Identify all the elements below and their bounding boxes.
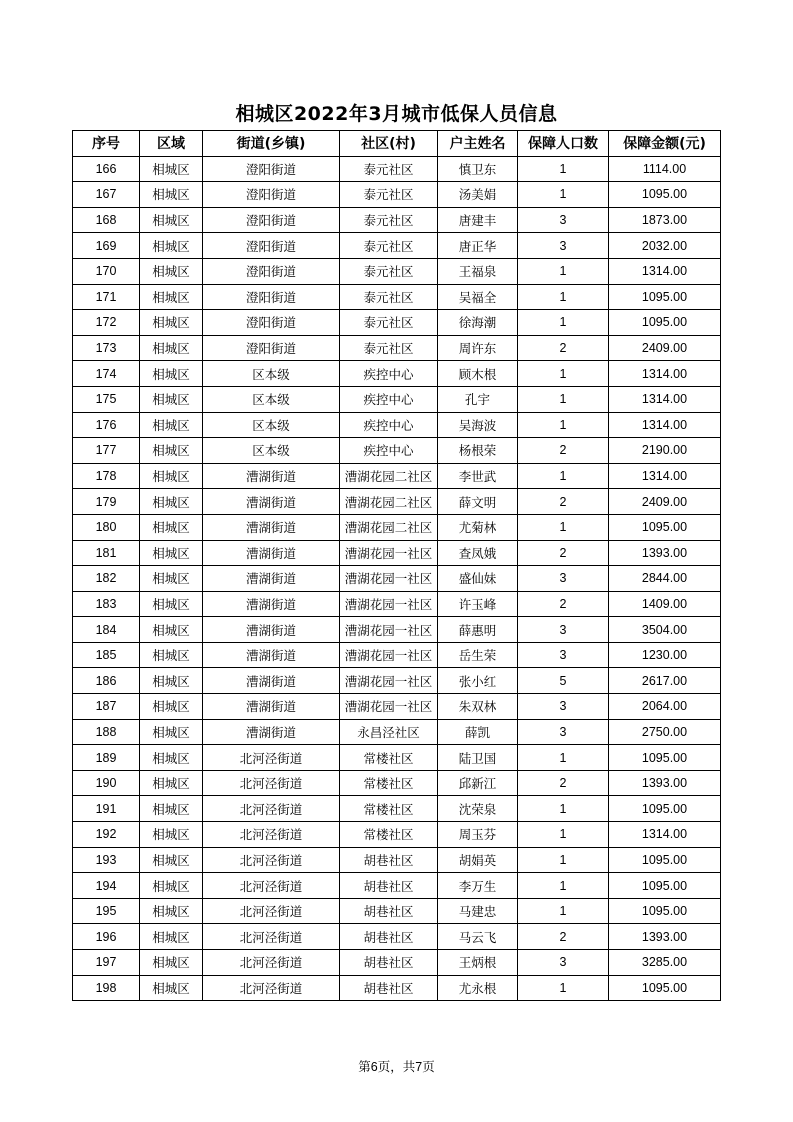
cell-householder: 薛文明: [438, 489, 518, 515]
cell-population: 3: [518, 207, 609, 233]
cell-community: 泰元社区: [340, 310, 438, 336]
cell-index: 176: [73, 412, 140, 438]
cell-amount: 1314.00: [609, 386, 721, 412]
cell-district: 相城区: [140, 719, 203, 745]
cell-district: 相城区: [140, 694, 203, 720]
table-row: [73, 361, 721, 387]
cell-community: 漕湖花园一社区: [340, 617, 438, 643]
cell-householder: 慎卫东: [438, 156, 518, 182]
cell-amount: 3504.00: [609, 617, 721, 643]
cell-district: 相城区: [140, 822, 203, 848]
roster-table: [72, 130, 721, 1001]
cell-index: 168: [73, 207, 140, 233]
table-row: [73, 719, 721, 745]
cell-householder: 唐建丰: [438, 207, 518, 233]
cell-community: 漕湖花园一社区: [340, 591, 438, 617]
cell-index: 179: [73, 489, 140, 515]
cell-householder: 马云飞: [438, 924, 518, 950]
cell-population: 1: [518, 847, 609, 873]
table-row: [73, 207, 721, 233]
cell-community: 泰元社区: [340, 258, 438, 284]
cell-street: 漕湖街道: [203, 642, 340, 668]
cell-district: 相城区: [140, 514, 203, 540]
cell-index: 197: [73, 950, 140, 976]
cell-street: 北河泾街道: [203, 796, 340, 822]
cell-community: 疾控中心: [340, 361, 438, 387]
cell-community: 泰元社区: [340, 207, 438, 233]
cell-population: 3: [518, 950, 609, 976]
cell-householder: 沈荣泉: [438, 796, 518, 822]
cell-index: 180: [73, 514, 140, 540]
footer-middle: 页，共: [377, 1059, 416, 1074]
cell-index: 186: [73, 668, 140, 694]
cell-householder: 查凤娥: [438, 540, 518, 566]
cell-amount: 2409.00: [609, 335, 721, 361]
cell-district: 相城区: [140, 591, 203, 617]
cell-district: 相城区: [140, 617, 203, 643]
cell-amount: 2032.00: [609, 233, 721, 259]
cell-index: 177: [73, 438, 140, 464]
cell-street: 漕湖街道: [203, 566, 340, 592]
cell-index: 192: [73, 822, 140, 848]
cell-householder: 徐海潮: [438, 310, 518, 336]
cell-district: 相城区: [140, 335, 203, 361]
header-index: 序号: [73, 131, 140, 157]
cell-index: 191: [73, 796, 140, 822]
cell-householder: 张小红: [438, 668, 518, 694]
cell-street: 漕湖街道: [203, 719, 340, 745]
cell-index: 169: [73, 233, 140, 259]
cell-population: 2: [518, 489, 609, 515]
table-header-row: [73, 131, 721, 157]
cell-amount: 3285.00: [609, 950, 721, 976]
cell-street: 北河泾街道: [203, 770, 340, 796]
cell-district: 相城区: [140, 566, 203, 592]
cell-community: 胡巷社区: [340, 950, 438, 976]
cell-district: 相城区: [140, 975, 203, 1001]
cell-street: 澄阳街道: [203, 233, 340, 259]
cell-population: 2: [518, 924, 609, 950]
cell-index: 174: [73, 361, 140, 387]
cell-population: 1: [518, 284, 609, 310]
cell-community: 常楼社区: [340, 822, 438, 848]
cell-amount: 1095.00: [609, 310, 721, 336]
cell-population: 3: [518, 719, 609, 745]
cell-district: 相城区: [140, 156, 203, 182]
cell-street: 澄阳街道: [203, 258, 340, 284]
header-householder: 户主姓名: [438, 131, 518, 157]
cell-district: 相城区: [140, 745, 203, 771]
cell-district: 相城区: [140, 438, 203, 464]
table-row: [73, 540, 721, 566]
cell-amount: 1095.00: [609, 745, 721, 771]
cell-street: 区本级: [203, 438, 340, 464]
table-row: [73, 796, 721, 822]
cell-street: 北河泾街道: [203, 822, 340, 848]
table-row: [73, 924, 721, 950]
cell-community: 胡巷社区: [340, 898, 438, 924]
cell-street: 漕湖街道: [203, 489, 340, 515]
cell-householder: 李世武: [438, 463, 518, 489]
cell-street: 漕湖街道: [203, 668, 340, 694]
cell-index: 175: [73, 386, 140, 412]
cell-population: 1: [518, 975, 609, 1001]
cell-population: 2: [518, 335, 609, 361]
cell-householder: 周玉芬: [438, 822, 518, 848]
cell-amount: 2409.00: [609, 489, 721, 515]
table-row: [73, 489, 721, 515]
cell-district: 相城区: [140, 310, 203, 336]
cell-householder: 李万生: [438, 873, 518, 899]
cell-street: 北河泾街道: [203, 924, 340, 950]
cell-amount: 1314.00: [609, 412, 721, 438]
cell-community: 漕湖花园一社区: [340, 694, 438, 720]
cell-population: 2: [518, 438, 609, 464]
page-footer: [0, 1057, 793, 1075]
cell-community: 胡巷社区: [340, 873, 438, 899]
cell-amount: 1095.00: [609, 898, 721, 924]
cell-population: 3: [518, 694, 609, 720]
table-row: [73, 412, 721, 438]
cell-householder: 王炳根: [438, 950, 518, 976]
footer-page-number: 6: [370, 1060, 378, 1074]
cell-population: 3: [518, 233, 609, 259]
cell-district: 相城区: [140, 898, 203, 924]
cell-index: 166: [73, 156, 140, 182]
cell-community: 泰元社区: [340, 335, 438, 361]
table-row: [73, 284, 721, 310]
cell-street: 漕湖街道: [203, 694, 340, 720]
cell-population: 1: [518, 514, 609, 540]
cell-street: 区本级: [203, 361, 340, 387]
cell-population: 1: [518, 386, 609, 412]
cell-community: 泰元社区: [340, 233, 438, 259]
cell-population: 2: [518, 591, 609, 617]
table-row: [73, 975, 721, 1001]
cell-street: 北河泾街道: [203, 975, 340, 1001]
cell-index: 195: [73, 898, 140, 924]
table-row: [73, 847, 721, 873]
cell-amount: 1230.00: [609, 642, 721, 668]
cell-amount: 1393.00: [609, 540, 721, 566]
cell-index: 196: [73, 924, 140, 950]
header-community: 社区(村): [340, 131, 438, 157]
cell-street: 澄阳街道: [203, 182, 340, 208]
cell-district: 相城区: [140, 182, 203, 208]
cell-population: 2: [518, 770, 609, 796]
table-row: [73, 233, 721, 259]
cell-community: 疾控中心: [340, 438, 438, 464]
cell-householder: 尤永根: [438, 975, 518, 1001]
cell-amount: 2617.00: [609, 668, 721, 694]
cell-street: 澄阳街道: [203, 156, 340, 182]
cell-community: 胡巷社区: [340, 975, 438, 1001]
cell-street: 北河泾街道: [203, 950, 340, 976]
cell-community: 胡巷社区: [340, 847, 438, 873]
cell-population: 1: [518, 822, 609, 848]
table-row: [73, 822, 721, 848]
cell-householder: 马建忠: [438, 898, 518, 924]
cell-population: 3: [518, 642, 609, 668]
cell-street: 北河泾街道: [203, 745, 340, 771]
cell-householder: 盛仙妹: [438, 566, 518, 592]
cell-amount: 2190.00: [609, 438, 721, 464]
cell-amount: 1095.00: [609, 847, 721, 873]
cell-district: 相城区: [140, 361, 203, 387]
table-row: [73, 335, 721, 361]
page-title: 相城区2022年3月城市低保人员信息: [235, 103, 558, 125]
cell-amount: 1114.00: [609, 156, 721, 182]
table-row: [73, 873, 721, 899]
cell-district: 相城区: [140, 233, 203, 259]
table-row: [73, 898, 721, 924]
cell-population: 3: [518, 566, 609, 592]
cell-amount: 2844.00: [609, 566, 721, 592]
cell-amount: 1095.00: [609, 514, 721, 540]
cell-index: 188: [73, 719, 140, 745]
table-row: [73, 438, 721, 464]
table-row: [73, 745, 721, 771]
cell-district: 相城区: [140, 386, 203, 412]
cell-community: 漕湖花园二社区: [340, 489, 438, 515]
cell-district: 相城区: [140, 924, 203, 950]
cell-population: 1: [518, 156, 609, 182]
cell-householder: 吴福全: [438, 284, 518, 310]
cell-community: 漕湖花园二社区: [340, 514, 438, 540]
cell-street: 北河泾街道: [203, 873, 340, 899]
cell-amount: 1095.00: [609, 182, 721, 208]
cell-street: 漕湖街道: [203, 514, 340, 540]
cell-householder: 邱新江: [438, 770, 518, 796]
cell-index: 170: [73, 258, 140, 284]
cell-amount: 1409.00: [609, 591, 721, 617]
cell-index: 171: [73, 284, 140, 310]
cell-street: 北河泾街道: [203, 898, 340, 924]
cell-index: 190: [73, 770, 140, 796]
cell-street: 北河泾街道: [203, 847, 340, 873]
cell-community: 漕湖花园二社区: [340, 463, 438, 489]
cell-householder: 杨根荣: [438, 438, 518, 464]
cell-householder: 唐正华: [438, 233, 518, 259]
cell-index: 173: [73, 335, 140, 361]
header-amount: 保障金额(元): [609, 131, 721, 157]
table-row: [73, 591, 721, 617]
cell-district: 相城区: [140, 770, 203, 796]
cell-householder: 周许东: [438, 335, 518, 361]
cell-population: 1: [518, 258, 609, 284]
cell-index: 193: [73, 847, 140, 873]
table-body: [73, 156, 721, 1001]
cell-population: 5: [518, 668, 609, 694]
cell-population: 1: [518, 898, 609, 924]
cell-index: 181: [73, 540, 140, 566]
cell-district: 相城区: [140, 489, 203, 515]
cell-street: 区本级: [203, 386, 340, 412]
table-row: [73, 642, 721, 668]
cell-index: 182: [73, 566, 140, 592]
cell-street: 漕湖街道: [203, 463, 340, 489]
cell-amount: 2750.00: [609, 719, 721, 745]
cell-district: 相城区: [140, 258, 203, 284]
table-row: [73, 463, 721, 489]
cell-street: 澄阳街道: [203, 284, 340, 310]
cell-index: 194: [73, 873, 140, 899]
header-district: 区域: [140, 131, 203, 157]
cell-street: 漕湖街道: [203, 617, 340, 643]
cell-population: 1: [518, 796, 609, 822]
cell-district: 相城区: [140, 950, 203, 976]
cell-householder: 薛惠明: [438, 617, 518, 643]
header-population: 保障人口数: [518, 131, 609, 157]
cell-amount: 1393.00: [609, 924, 721, 950]
cell-amount: 1095.00: [609, 796, 721, 822]
cell-community: 泰元社区: [340, 156, 438, 182]
cell-population: 2: [518, 540, 609, 566]
cell-amount: 1314.00: [609, 463, 721, 489]
cell-householder: 许玉峰: [438, 591, 518, 617]
cell-amount: 1873.00: [609, 207, 721, 233]
cell-householder: 汤美娟: [438, 182, 518, 208]
cell-householder: 薛凯: [438, 719, 518, 745]
cell-householder: 王福泉: [438, 258, 518, 284]
cell-householder: 吴海波: [438, 412, 518, 438]
cell-street: 漕湖街道: [203, 591, 340, 617]
cell-index: 184: [73, 617, 140, 643]
table-row: [73, 770, 721, 796]
cell-street: 澄阳街道: [203, 310, 340, 336]
cell-community: 永昌泾社区: [340, 719, 438, 745]
cell-amount: 2064.00: [609, 694, 721, 720]
header-street: 街道(乡镇): [203, 131, 340, 157]
cell-householder: 岳生荣: [438, 642, 518, 668]
table-row: [73, 310, 721, 336]
footer-total-pages: 7: [415, 1060, 423, 1074]
cell-community: 泰元社区: [340, 284, 438, 310]
cell-population: 3: [518, 617, 609, 643]
cell-district: 相城区: [140, 642, 203, 668]
cell-district: 相城区: [140, 847, 203, 873]
cell-population: 1: [518, 873, 609, 899]
cell-street: 区本级: [203, 412, 340, 438]
cell-population: 1: [518, 182, 609, 208]
table-row: [73, 258, 721, 284]
cell-street: 漕湖街道: [203, 540, 340, 566]
cell-community: 泰元社区: [340, 182, 438, 208]
cell-amount: 1314.00: [609, 822, 721, 848]
table-row: [73, 182, 721, 208]
cell-community: 漕湖花园一社区: [340, 566, 438, 592]
cell-population: 1: [518, 745, 609, 771]
cell-index: 183: [73, 591, 140, 617]
cell-population: 1: [518, 463, 609, 489]
cell-district: 相城区: [140, 412, 203, 438]
cell-community: 漕湖花园一社区: [340, 540, 438, 566]
cell-community: 常楼社区: [340, 770, 438, 796]
cell-index: 167: [73, 182, 140, 208]
cell-community: 疾控中心: [340, 412, 438, 438]
cell-district: 相城区: [140, 873, 203, 899]
cell-amount: 1095.00: [609, 975, 721, 1001]
cell-householder: 陆卫国: [438, 745, 518, 771]
cell-householder: 胡娟英: [438, 847, 518, 873]
cell-index: 189: [73, 745, 140, 771]
cell-district: 相城区: [140, 540, 203, 566]
cell-amount: 1095.00: [609, 873, 721, 899]
table-row: [73, 386, 721, 412]
cell-community: 疾控中心: [340, 386, 438, 412]
cell-community: 漕湖花园一社区: [340, 668, 438, 694]
cell-district: 相城区: [140, 668, 203, 694]
table-row: [73, 156, 721, 182]
cell-amount: 1314.00: [609, 361, 721, 387]
cell-amount: 1095.00: [609, 284, 721, 310]
footer-prefix: 第: [358, 1059, 371, 1074]
cell-index: 187: [73, 694, 140, 720]
cell-index: 172: [73, 310, 140, 336]
cell-district: 相城区: [140, 207, 203, 233]
table-row: [73, 617, 721, 643]
footer-suffix: 页: [422, 1059, 435, 1074]
cell-index: 198: [73, 975, 140, 1001]
table-row: [73, 566, 721, 592]
cell-householder: 孔宇: [438, 386, 518, 412]
cell-street: 澄阳街道: [203, 335, 340, 361]
cell-householder: 顾木根: [438, 361, 518, 387]
cell-householder: 朱双林: [438, 694, 518, 720]
cell-community: 常楼社区: [340, 796, 438, 822]
table-row: [73, 668, 721, 694]
cell-district: 相城区: [140, 284, 203, 310]
table-row: [73, 694, 721, 720]
cell-amount: 1393.00: [609, 770, 721, 796]
cell-community: 常楼社区: [340, 745, 438, 771]
cell-community: 胡巷社区: [340, 924, 438, 950]
cell-index: 178: [73, 463, 140, 489]
cell-street: 澄阳街道: [203, 207, 340, 233]
table-row: [73, 950, 721, 976]
cell-index: 185: [73, 642, 140, 668]
cell-amount: 1314.00: [609, 258, 721, 284]
cell-population: 1: [518, 310, 609, 336]
cell-population: 1: [518, 361, 609, 387]
cell-population: 1: [518, 412, 609, 438]
table-row: [73, 514, 721, 540]
cell-district: 相城区: [140, 463, 203, 489]
cell-community: 漕湖花园一社区: [340, 642, 438, 668]
cell-district: 相城区: [140, 796, 203, 822]
cell-householder: 尤菊林: [438, 514, 518, 540]
